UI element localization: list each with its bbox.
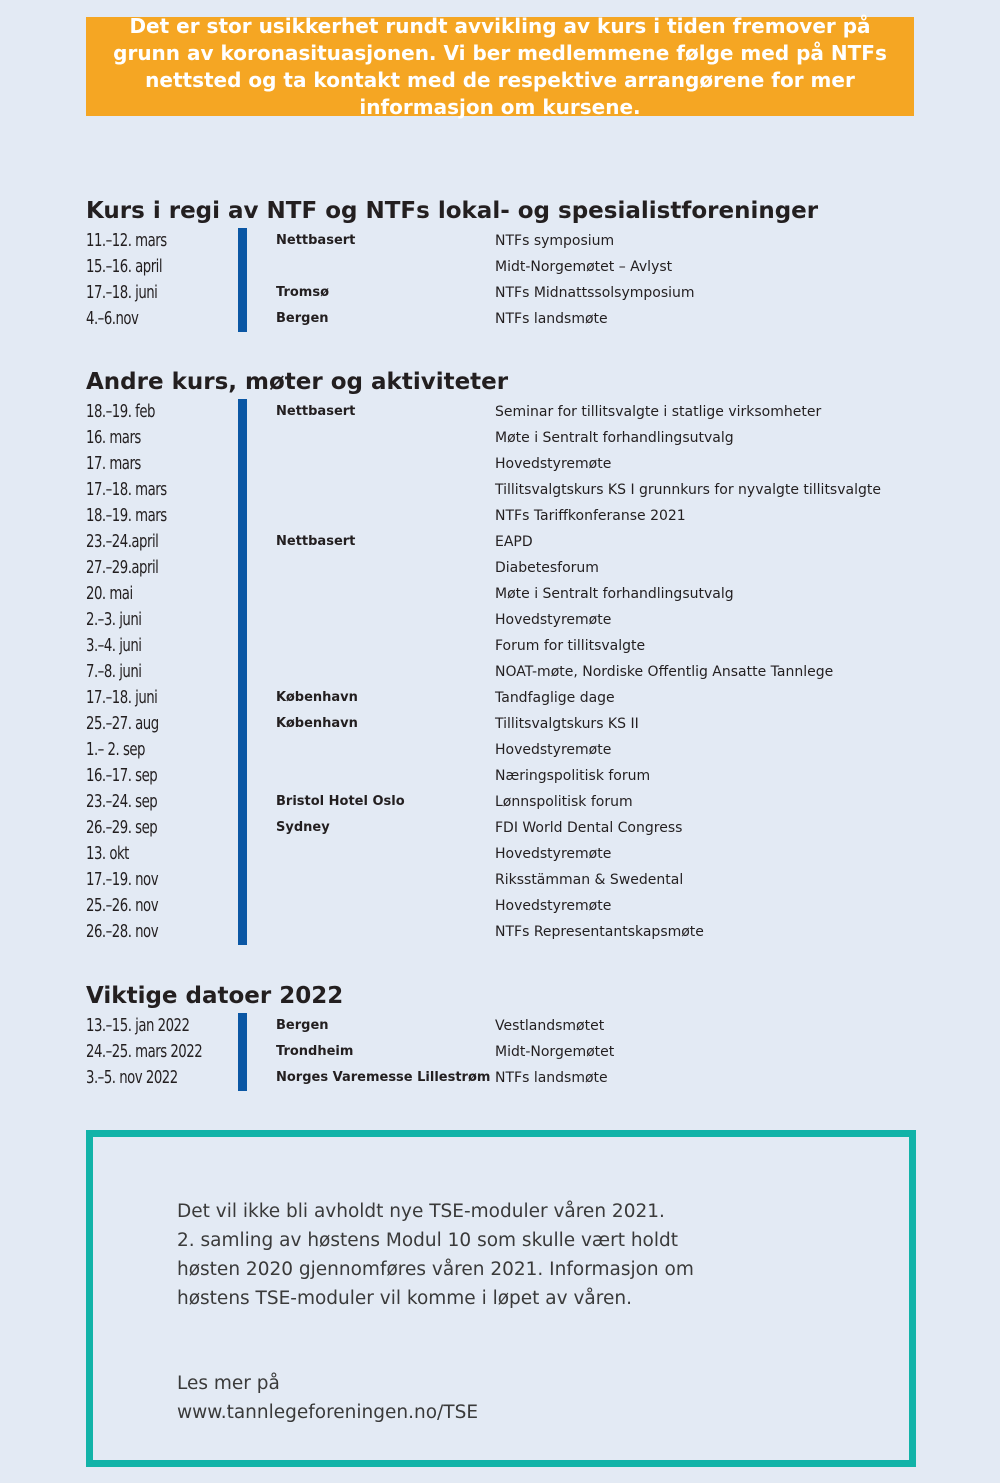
- event-list: [86, 228, 926, 332]
- row-divider-bar: [238, 425, 247, 451]
- tse-line: Det vil ikke bli avholdt nye TSE-moduler våren 2021.: [177, 1201, 665, 1222]
- event-date: 2.–3. juni: [86, 609, 142, 630]
- row-divider-bar: [238, 1039, 247, 1065]
- event-date: 17.–19. nov: [86, 869, 159, 890]
- row-divider-bar: [238, 529, 247, 555]
- row-divider-bar: [238, 607, 247, 633]
- row-divider-bar: [238, 763, 247, 789]
- event-row: [86, 477, 926, 503]
- event-date: 13. okt: [86, 843, 129, 864]
- row-divider-bar: [238, 581, 247, 607]
- event-row: [86, 711, 926, 737]
- event-title: Lønnspolitisk forum: [495, 794, 633, 810]
- event-title: Forum for tillitsvalgte: [495, 638, 646, 654]
- event-title: FDI World Dental Congress: [495, 820, 683, 836]
- event-title: Hovedstyremøte: [495, 898, 612, 914]
- event-date: 4.–6.nov: [86, 308, 139, 329]
- event-row: [86, 867, 926, 893]
- row-divider-bar: [238, 893, 247, 919]
- notice-banner-text: Det er stor usikkerhet rundt avvikling av kurs i tiden fremover på grunn av koronasituasjonen. Vi ber medlemmene følge med på NTFs nettsted og ta kontakt med de respektive arrangørene for mer informasjon om kursene.: [113, 13, 887, 119]
- event-row: [86, 451, 926, 477]
- event-location: Nettbasert: [276, 233, 356, 248]
- event-title: NOAT-møte, Nordiske Offentlig Ansatte Tannlege: [495, 664, 834, 680]
- event-title: Møte i Sentralt forhandlingsutvalg: [495, 430, 734, 446]
- event-date: 11.–12. mars: [86, 230, 167, 251]
- row-divider-bar: [238, 1065, 247, 1091]
- event-title: Vestlandsmøtet: [495, 1018, 605, 1034]
- event-location: Norges Varemesse Lillestrøm: [276, 1070, 491, 1085]
- row-divider-bar: [238, 633, 247, 659]
- event-row: [86, 306, 926, 332]
- row-divider-bar: [238, 841, 247, 867]
- event-date: 17. mars: [86, 453, 141, 474]
- row-divider-bar: [238, 254, 247, 280]
- event-row: [86, 555, 926, 581]
- event-title: Tillitsvalgtskurs KS I grunnkurs for nyvalgte tillitsvalgte: [495, 482, 881, 498]
- row-divider-bar: [238, 306, 247, 332]
- tse-link[interactable]: www.tannlegeforeningen.no/TSE: [177, 1402, 479, 1423]
- tse-read-more: [177, 1369, 478, 1427]
- event-date: 7.–8. juni: [86, 661, 142, 682]
- event-row: [86, 1039, 926, 1065]
- section-other-courses: [86, 367, 926, 945]
- row-divider-bar: [238, 659, 247, 685]
- section-heading: Kurs i regi av NTF og NTFs lokal- og spesialistforeninger: [86, 198, 819, 224]
- event-date: 27.–29.april: [86, 557, 159, 578]
- event-location: Bergen: [276, 1018, 329, 1033]
- event-title: Riksstämman & Swedental: [495, 872, 684, 888]
- event-list: [86, 399, 926, 945]
- event-location: Nettbasert: [276, 534, 356, 549]
- event-title: Diabetesforum: [495, 560, 599, 576]
- section-important-dates-2022: [86, 981, 926, 1091]
- row-divider-bar: [238, 228, 247, 254]
- event-location: Bristol Hotel Oslo: [276, 794, 405, 809]
- event-row: [86, 685, 926, 711]
- row-divider-bar: [238, 477, 247, 503]
- event-location: Sydney: [276, 820, 330, 835]
- event-title: Seminar for tillitsvalgte i statlige virksomheter: [495, 404, 822, 420]
- event-row: [86, 254, 926, 280]
- row-divider-bar: [238, 919, 247, 945]
- event-title: Hovedstyremøte: [495, 456, 612, 472]
- event-row: [86, 1013, 926, 1039]
- event-date: 23.–24. sep: [86, 791, 158, 812]
- event-row: [86, 425, 926, 451]
- event-title: NTFs Representantskapsmøte: [495, 924, 704, 940]
- event-location: København: [276, 716, 358, 731]
- event-row: [86, 919, 926, 945]
- row-divider-bar: [238, 1013, 247, 1039]
- event-row: [86, 228, 926, 254]
- event-title: Næringspolitisk forum: [495, 768, 651, 784]
- event-date: 20. mai: [86, 583, 133, 604]
- event-location: Tromsø: [276, 285, 329, 300]
- event-title: Tandfaglige dage: [495, 690, 615, 706]
- row-divider-bar: [238, 789, 247, 815]
- event-row: [86, 399, 926, 425]
- event-date: 26.–28. nov: [86, 921, 159, 942]
- event-title: Midt-Norgemøtet: [495, 1044, 615, 1060]
- event-date: 24.–25. mars 2022: [86, 1041, 203, 1062]
- event-row: [86, 815, 926, 841]
- section-heading: Viktige datoer 2022: [86, 983, 344, 1009]
- row-divider-bar: [238, 815, 247, 841]
- event-location: Nettbasert: [276, 404, 356, 419]
- tse-info-text: [177, 1197, 737, 1313]
- event-title: Hovedstyremøte: [495, 612, 612, 628]
- tse-line: 2. samling av høstens Modul 10 som skulle vært holdt: [177, 1230, 679, 1251]
- event-row: [86, 763, 926, 789]
- event-date: 3.–4. juni: [86, 635, 142, 656]
- event-row: [86, 789, 926, 815]
- event-row: [86, 737, 926, 763]
- row-divider-bar: [238, 867, 247, 893]
- event-row: [86, 659, 926, 685]
- row-divider-bar: [238, 399, 247, 425]
- event-location: Bergen: [276, 311, 329, 326]
- read-more-label: Les mer på: [177, 1373, 280, 1394]
- event-title: Møte i Sentralt forhandlingsutvalg: [495, 586, 734, 602]
- event-title: NTFs landsmøte: [495, 311, 608, 327]
- event-row: [86, 1065, 926, 1091]
- event-date: 25.–26. nov: [86, 895, 159, 916]
- section-heading: Andre kurs, møter og aktiviteter: [86, 369, 509, 395]
- event-location: København: [276, 690, 358, 705]
- event-title: NTFs Midnattssolsymposium: [495, 285, 695, 301]
- event-date: 3.–5. nov 2022: [86, 1067, 178, 1088]
- tse-line: høstens TSE-moduler vil komme i løpet av våren.: [177, 1288, 632, 1309]
- tse-info-box: [86, 1130, 916, 1467]
- row-divider-bar: [238, 685, 247, 711]
- row-divider-bar: [238, 503, 247, 529]
- event-date: 18.–19. mars: [86, 505, 167, 526]
- row-divider-bar: [238, 737, 247, 763]
- notice-banner: [86, 13, 914, 119]
- event-row: [86, 607, 926, 633]
- event-date: 26.–29. sep: [86, 817, 158, 838]
- event-location: Trondheim: [276, 1044, 354, 1059]
- event-date: 17.–18. mars: [86, 479, 167, 500]
- event-date: 13.–15. jan 2022: [86, 1015, 190, 1036]
- event-title: Tillitsvalgtskurs KS II: [495, 716, 639, 732]
- event-title: NTFs landsmøte: [495, 1070, 608, 1086]
- event-list: [86, 1013, 926, 1091]
- event-date: 17.–18. juni: [86, 687, 158, 708]
- event-row: [86, 529, 926, 555]
- event-title: EAPD: [495, 534, 533, 550]
- event-title: Hovedstyremøte: [495, 846, 612, 862]
- event-title: Hovedstyremøte: [495, 742, 612, 758]
- row-divider-bar: [238, 555, 247, 581]
- tse-line: høsten 2020 gjennomføres våren 2021. Informasjon om: [177, 1259, 694, 1280]
- event-row: [86, 893, 926, 919]
- event-date: 15.–16. april: [86, 256, 163, 277]
- row-divider-bar: [238, 711, 247, 737]
- event-date: 16. mars: [86, 427, 141, 448]
- event-title: NTFs symposium: [495, 233, 615, 249]
- event-title: Midt-Norgemøtet – Avlyst: [495, 259, 673, 275]
- event-date: 25.–27. aug: [86, 713, 159, 734]
- event-date: 23.–24.april: [86, 531, 159, 552]
- row-divider-bar: [238, 451, 247, 477]
- event-row: [86, 841, 926, 867]
- event-row: [86, 280, 926, 306]
- event-date: 16.–17. sep: [86, 765, 158, 786]
- event-row: [86, 581, 926, 607]
- event-date: 18.–19. feb: [86, 401, 155, 422]
- event-row: [86, 633, 926, 659]
- event-date: 1.– 2. sep: [86, 739, 146, 760]
- event-row: [86, 503, 926, 529]
- event-date: 17.–18. juni: [86, 282, 158, 303]
- section-ntf-courses: [86, 196, 926, 332]
- event-title: NTFs Tariffkonferanse 2021: [495, 508, 686, 524]
- row-divider-bar: [238, 280, 247, 306]
